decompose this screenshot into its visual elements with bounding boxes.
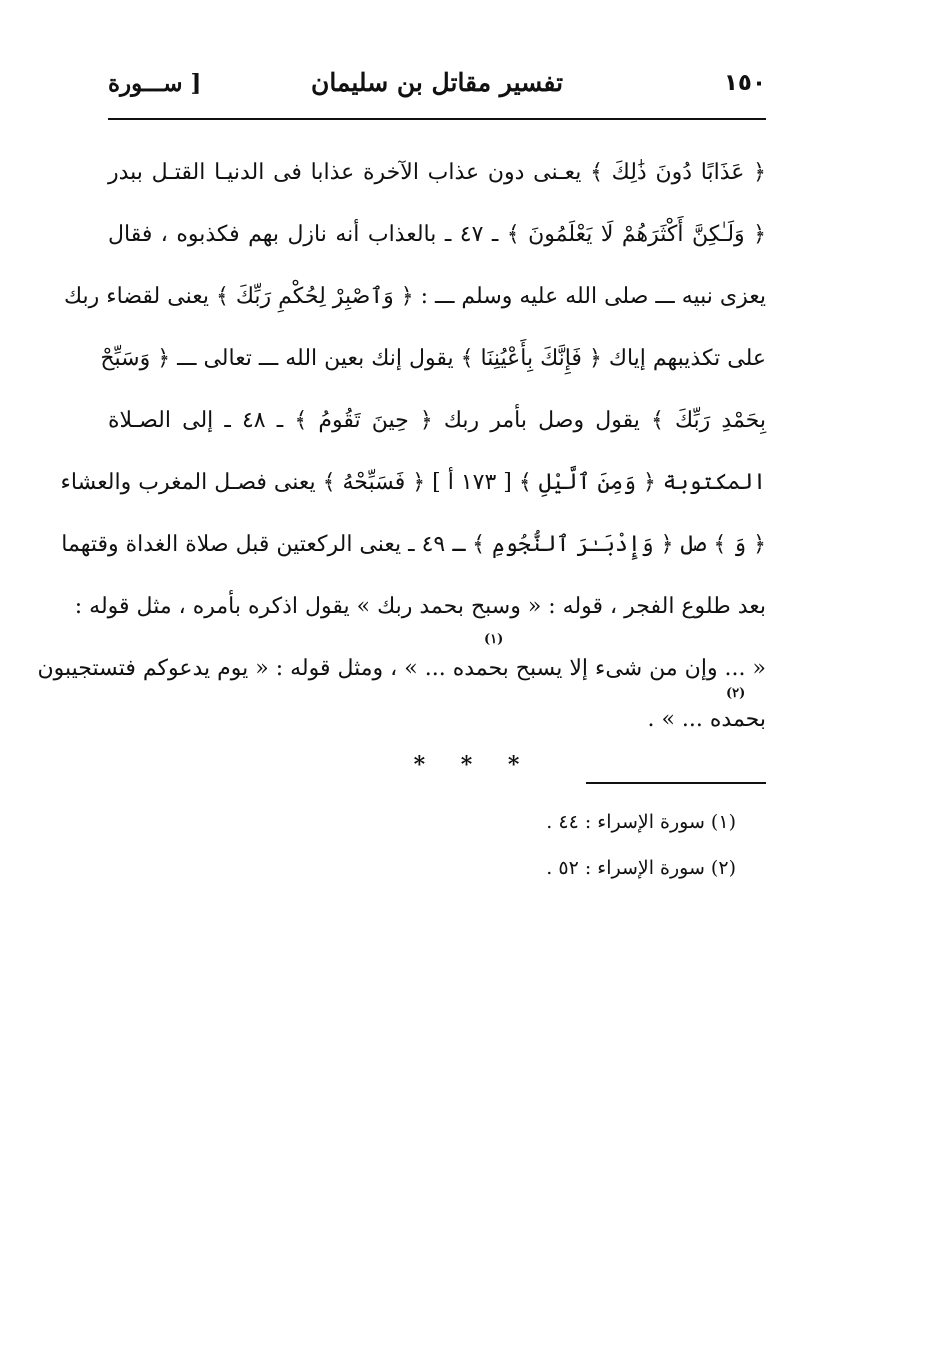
surah-label: [ ســـورة bbox=[108, 70, 202, 97]
text-line: يعزى نبيه ـــ صلى الله عليه وسلم ـــ : ﴿ وَٱصْبِرْ لِحُكْمِ رَبِّكَ ﴾ يعنى لقضاء ربك bbox=[64, 284, 766, 309]
text-segment: بحمده ... » . bbox=[647, 707, 766, 732]
book-title: تفسير مقاتل بن سليمان bbox=[310, 68, 564, 97]
header-rule bbox=[108, 118, 766, 120]
text-line: على تكذيبهم إياك ﴿ فَإِنَّكَ بِأَعْيُنِنَا ﴾ يقول إنك بعين الله ـــ تعالى ـــ ﴿ وَسَبِّحْ bbox=[100, 346, 766, 371]
text-line: ﴿ وَ ﴾ صل ﴿ وَإِدْبَـٰرَ ٱلنُّجُومِ ﴾ ـ ٤٩ ـ يعنى الركعتين قبل صلاة الغداة وقتهما bbox=[61, 532, 766, 557]
text-line: بعد طلوع الفجر ، قوله : « وسبح بحمد ربك » يقول اذكره بأمره ، مثل قوله : bbox=[74, 594, 766, 619]
body-text bbox=[37, 142, 767, 744]
text-line bbox=[37, 638, 766, 696]
text-line: بِحَمْدِ رَبِّكَ ﴾ يقول وصل بأمر ربك ﴿ حِينَ تَقُومُ ﴾ ـ ٤٨ ـ إلى الصـلاة bbox=[108, 408, 766, 433]
footnote-ref-2: (٢) bbox=[726, 686, 746, 701]
page-number: ١٥٠ bbox=[723, 70, 766, 96]
text-line: ﴿ عَذَابًا دُونَ ذَٰلِكَ ﴾ يعـنى دون عذاب الآخرة عذابا فى الدنيـا القتـل ببدر bbox=[108, 160, 766, 185]
footnote: (١) سورة الإسراء : ٤٤ . bbox=[546, 811, 736, 833]
footnote-rule bbox=[586, 782, 766, 784]
text-line-last bbox=[108, 696, 766, 744]
footnote: (٢) سورة الإسراء : ٥٢ . bbox=[546, 857, 736, 879]
text-segment: « ... وإن من شىء إلا يسبح بحمده ... » ، ومثل قوله : « يوم يدعوكم فتستجيبون bbox=[37, 656, 766, 681]
page-header bbox=[108, 66, 766, 110]
footnote-ref-1: (١) bbox=[484, 632, 504, 647]
text-line: ﴿ وَلَـٰكِنَّ أَكْثَرَهُمْ لَا يَعْلَمُونَ ﴾ ـ ٤٧ ـ بالعذاب أنه نازل بهم فكذبوه ، فقال bbox=[108, 222, 767, 247]
footnotes bbox=[300, 802, 736, 894]
section-divider: * * * bbox=[413, 752, 534, 778]
text-line: المكتوبة ﴿ وَمِنَ ٱلَّيْلِ ﴾ [ ١٧٣ أ ] ﴿ فَسَبِّحْهُ ﴾ يعنى فصـل المغرب والعشاء bbox=[60, 470, 766, 495]
